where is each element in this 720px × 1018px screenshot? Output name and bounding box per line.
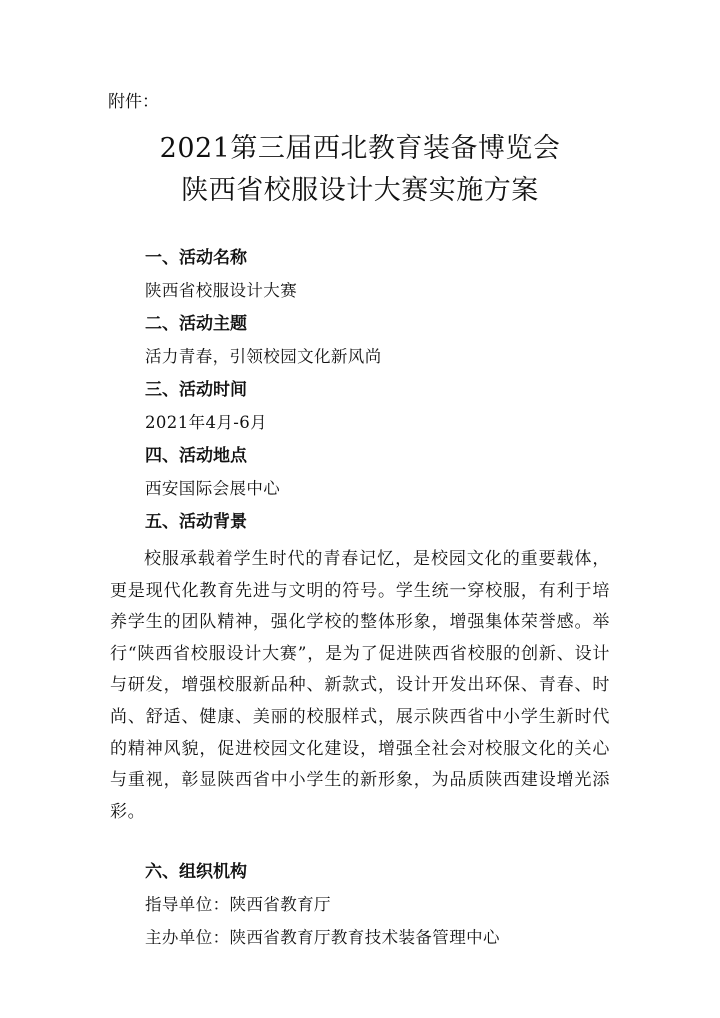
section-heading-activity-location: 四、活动地点	[145, 446, 247, 466]
section-heading-activity-background: 五、活动背景	[145, 512, 247, 532]
section-heading-organization: 六、组织机构	[145, 862, 247, 882]
host-unit-text: 主办单位：陕西省教育厅教育技术装备管理中心	[145, 928, 500, 947]
attachment-label: 附件：	[108, 92, 159, 112]
activity-theme-text: 活力青春，引领校园文化新风尚	[145, 347, 382, 366]
guide-unit-text: 指导单位：陕西省教育厅	[145, 895, 331, 914]
activity-time-text: 2021年4月-6月	[145, 413, 268, 432]
activity-background-paragraph: 校服承载着学生时代的青春记忆，是校园文化的重要载体，更是现代化教育先进与文明的符号。学生统一穿校服，有利于培养学生的团队精神，强化学校的整体形象，增强集体荣誉感。举行“陕西省校服设计大赛”，是为了促进陕西省校服的创新、设计与研发，增强校服新品种、新款式，设计开发出环保、青春、时尚、舒适、健康、美丽的校服样式，展示陕西省中小学生新时代的精神风貌，促进校园文化建设，增强全社会对校服文化的关心与重视，彰显陕西省中小学生的新形象，为品质陕西建设增光添彩。	[110, 549, 610, 822]
document-title-line-2: 陕西省校服设计大赛实施方案	[181, 175, 539, 206]
document-title-line-1: 2021第三届西北教育装备博览会	[159, 133, 561, 164]
section-heading-activity-name: 一、活动名称	[145, 248, 247, 268]
activity-name-text: 陕西省校服设计大赛	[145, 281, 298, 300]
activity-location-text: 西安国际会展中心	[145, 479, 281, 498]
section-heading-activity-time: 三、活动时间	[145, 380, 247, 400]
section-heading-activity-theme: 二、活动主题	[145, 314, 247, 334]
